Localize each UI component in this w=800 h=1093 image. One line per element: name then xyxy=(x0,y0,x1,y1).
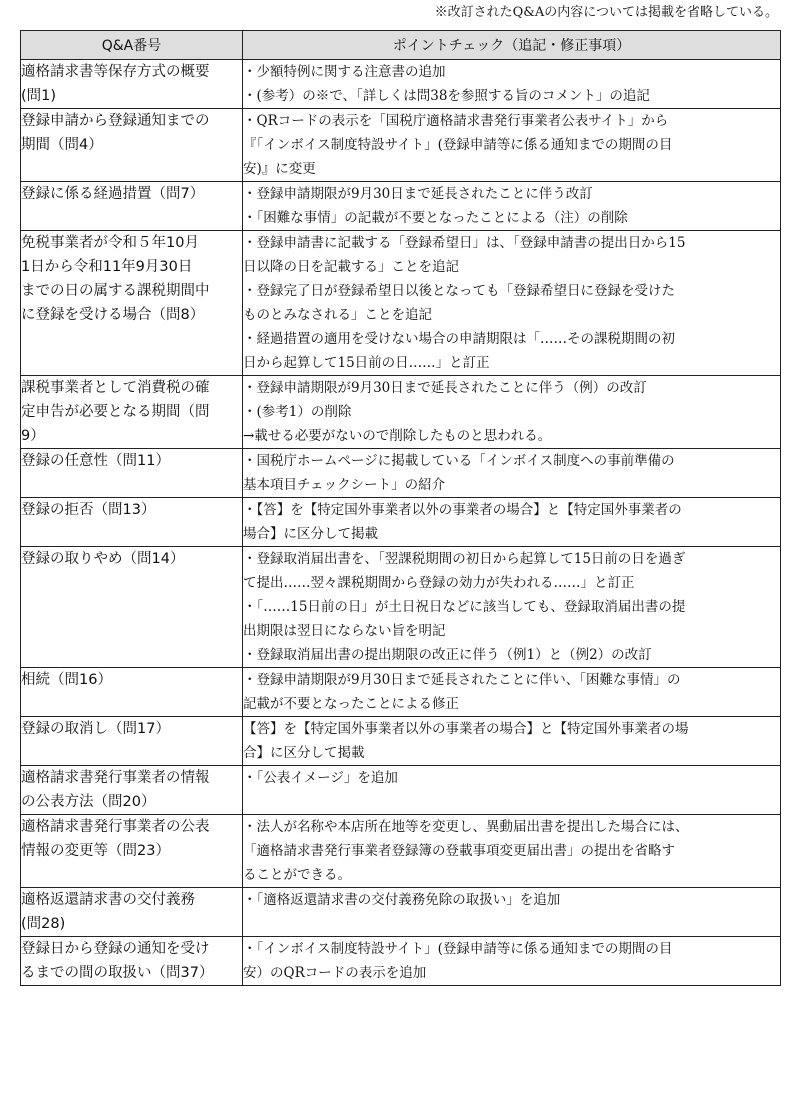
point-check-line: →載せる必要がないので削除したものと思われる。 xyxy=(243,428,552,444)
point-check-cell xyxy=(243,668,781,717)
point-check-line: 日以降の日を記載する」ことを追記 xyxy=(243,259,459,275)
qa-number-line: 9） xyxy=(21,428,45,444)
qa-number-line: 適格返還請求書の交付義務 xyxy=(21,892,195,908)
qa-number-line: るまでの間の取扱い（問37） xyxy=(21,965,214,981)
point-check-line: て提出……翌々課税期間から登録の効力が失われる……」と訂正 xyxy=(243,575,635,591)
qa-number-line: 適格請求書等保存方式の概要 xyxy=(21,64,210,80)
point-check-cell xyxy=(243,231,781,376)
point-check-line: 日から起算して15日前の日……」と訂正 xyxy=(243,355,490,371)
point-check-cell xyxy=(243,182,781,231)
table-row xyxy=(21,668,781,717)
point-check-cell xyxy=(243,888,781,937)
table-row xyxy=(21,449,781,498)
point-check-line: ・QRコードの表示を「国税庁適格請求書発行事業者公表サイト」から xyxy=(243,113,669,129)
table-row xyxy=(21,231,781,376)
qa-number-line: 課税事業者として消費税の確 xyxy=(21,380,210,396)
header-point-check: ポイントチェック（追記・修正事項） xyxy=(243,31,781,60)
qa-number-line: 登録に係る経過措置（問7） xyxy=(21,186,205,202)
point-check-line: ものとみなされる」ことを追記 xyxy=(243,307,432,323)
point-check-line: ・登録申請期限が9月30日まで延長されたことに伴う改訂 xyxy=(243,186,593,202)
qa-number-line: 適格請求書発行事業者の情報 xyxy=(21,770,210,786)
qa-points-table xyxy=(20,30,781,986)
point-check-line: 場合】に区分して掲載 xyxy=(243,526,378,542)
qa-number-line: に登録を受ける場合（問8） xyxy=(21,307,205,323)
qa-number-cell xyxy=(21,182,243,231)
point-check-cell xyxy=(243,449,781,498)
table-row xyxy=(21,888,781,937)
qa-number-cell xyxy=(21,60,243,109)
header-qa-number: Q&A番号 xyxy=(21,31,243,60)
point-check-cell xyxy=(243,547,781,668)
point-check-line: 安)』に変更 xyxy=(243,161,316,177)
table-row xyxy=(21,815,781,888)
table-header-row xyxy=(21,31,781,60)
point-check-line: ・法人が名称や本店所在地等を変更し、異動届出書を提出した場合には、 xyxy=(243,819,689,835)
point-check-line: ・登録申請書に記載する「登録希望日」は、「登録申請書の提出日から15 xyxy=(243,235,686,251)
point-check-line: ・登録取消届出書を、「翌課税期間の初日から起算して15日前の日を過ぎ xyxy=(243,551,686,567)
qa-number-line: 相続（問16） xyxy=(21,672,112,688)
qa-number-cell xyxy=(21,815,243,888)
point-check-line: ・「困難な事情」の記載が不要となったことによる（注）の削除 xyxy=(243,210,628,226)
point-check-cell xyxy=(243,717,781,766)
point-check-line: 「適格請求書発行事業者登録簿の登載事項変更届出書」の提出を省略す xyxy=(243,843,675,859)
point-check-line: 基本項目チェックシート」の紹介 xyxy=(243,477,446,493)
point-check-cell xyxy=(243,376,781,449)
table-row xyxy=(21,766,781,815)
table-row xyxy=(21,182,781,231)
qa-number-line: 登録の拒否（問13） xyxy=(21,502,156,518)
point-check-line: ・登録申請期限が9月30日まで延長されたことに伴い、「困難な事情」の xyxy=(243,672,681,688)
point-check-cell xyxy=(243,60,781,109)
point-check-line: ・(参考）の※で、「詳しくは問38を参照する旨のコメント」の追記 xyxy=(243,88,650,104)
point-check-line: ることができる。 xyxy=(243,867,351,883)
qa-number-line: 1日から令和11年9月30日 xyxy=(21,259,193,275)
qa-number-cell xyxy=(21,668,243,717)
point-check-cell xyxy=(243,937,781,986)
point-check-line: ・【答】を【特定国外事業者以外の事業者の場合】と【特定国外事業者の xyxy=(243,502,682,518)
qa-number-cell xyxy=(21,937,243,986)
qa-number-cell xyxy=(21,547,243,668)
point-check-line: ・「公表イメージ」を追加 xyxy=(243,770,398,786)
point-check-line: ・登録取消届出書の提出期限の改正に伴う（例1）と（例2）の改訂 xyxy=(243,647,652,663)
qa-number-cell xyxy=(21,231,243,376)
qa-number-cell xyxy=(21,888,243,937)
point-check-line: ・「適格返還請求書の交付義務免除の取扱い」を追加 xyxy=(243,892,561,908)
qa-number-line: の公表方法（問20） xyxy=(21,794,156,810)
qa-number-line: (問1) xyxy=(21,88,57,104)
point-check-cell xyxy=(243,109,781,182)
point-check-line: ・「……15日前の日」が土日祝日などに該当しても、登録取消届出書の提 xyxy=(243,599,686,615)
qa-number-line: 期間（問4） xyxy=(21,137,103,153)
point-check-line: 記載が不要となったことによる修正 xyxy=(243,696,459,712)
table-row xyxy=(21,498,781,547)
point-check-line: ・経過措置の適用を受けない場合の申請期限は「……その課税期間の初 xyxy=(243,331,675,347)
point-check-line: 合】に区分して掲載 xyxy=(243,745,365,761)
point-check-line: ・(参考1）の削除 xyxy=(243,404,352,420)
qa-number-line: 登録の取りやめ（問14） xyxy=(21,551,185,567)
qa-number-cell xyxy=(21,376,243,449)
table-row xyxy=(21,109,781,182)
table-row xyxy=(21,376,781,449)
qa-number-cell xyxy=(21,498,243,547)
qa-number-cell xyxy=(21,717,243,766)
table-row xyxy=(21,60,781,109)
qa-number-cell xyxy=(21,109,243,182)
point-check-line: ・登録完了日が登録希望日以後となっても「登録希望日に登録を受けた xyxy=(243,283,675,299)
point-check-line: ・登録申請期限が9月30日まで延長されたことに伴う（例）の改訂 xyxy=(243,380,647,396)
point-check-cell xyxy=(243,815,781,888)
point-check-line: ・「インボイス制度特設サイト」(登録申請等に係る通知までの期間の目 xyxy=(243,941,673,957)
table-row xyxy=(21,937,781,986)
qa-number-line: 適格請求書発行事業者の公表 xyxy=(21,819,210,835)
qa-number-line: 定申告が必要となる期間（問 xyxy=(21,404,210,420)
qa-number-line: 登録申請から登録通知までの xyxy=(21,113,210,129)
point-check-line: 安）のQRコードの表示を追加 xyxy=(243,965,427,981)
point-check-line: ・国税庁ホームページに掲載している「インボイス制度への事前準備の xyxy=(243,453,675,469)
point-check-line: ・少額特例に関する注意書の追加 xyxy=(243,64,446,80)
point-check-line: 【答】を【特定国外事業者以外の事業者の場合】と【特定国外事業者の場 xyxy=(243,721,689,737)
qa-number-line: 登録の取消し（問17） xyxy=(21,721,170,737)
table-row xyxy=(21,717,781,766)
qa-number-line: (問28) xyxy=(21,916,66,932)
point-check-cell xyxy=(243,766,781,815)
qa-number-line: 登録の任意性（問11） xyxy=(21,453,170,469)
qa-number-cell xyxy=(21,449,243,498)
omission-note: ※改訂されたQ&Aの内容については掲載を省略している。 xyxy=(434,5,778,20)
qa-number-line: 登録日から登録の通知を受け xyxy=(21,941,210,957)
qa-number-cell xyxy=(21,766,243,815)
point-check-line: 『「インボイス制度特設サイト」(登録申請等に係る通知までの期間の目 xyxy=(243,137,673,153)
table-row xyxy=(21,547,781,668)
point-check-line: 出期限は翌日にならない旨を明記 xyxy=(243,623,446,639)
qa-number-line: 免税事業者が令和５年10月 xyxy=(21,235,199,251)
qa-number-line: 情報の変更等（問23） xyxy=(21,843,170,859)
qa-number-line: までの日の属する課税期間中 xyxy=(21,283,210,299)
point-check-cell xyxy=(243,498,781,547)
